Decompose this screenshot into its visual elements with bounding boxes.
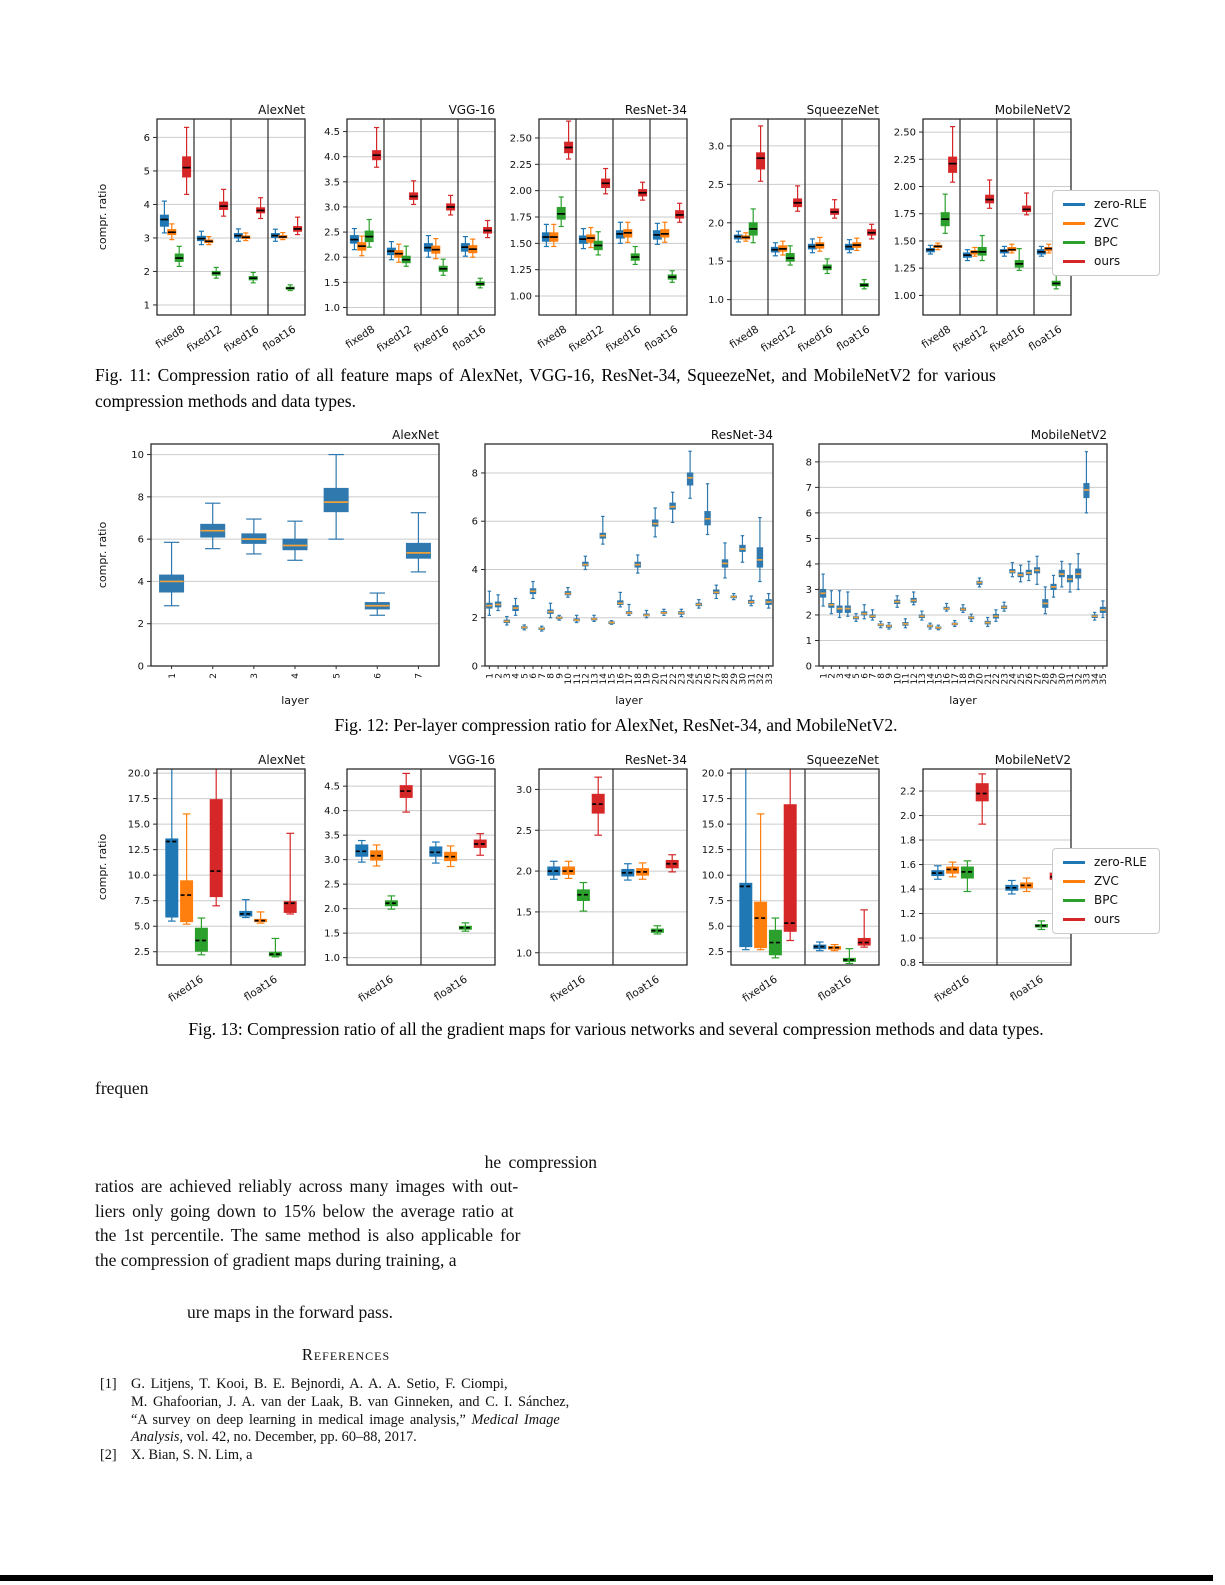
svg-text:25: 25: [695, 673, 706, 685]
svg-text:18: 18: [633, 673, 644, 685]
svg-text:fixed16: fixed16: [548, 973, 588, 1005]
svg-text:6: 6: [860, 673, 871, 679]
svg-text:10.0: 10.0: [701, 870, 724, 882]
legend-swatch-icon: [1063, 203, 1085, 206]
svg-text:2.5: 2.5: [708, 179, 724, 191]
svg-text:12.5: 12.5: [701, 845, 724, 857]
svg-text:3.0: 3.0: [708, 141, 724, 153]
svg-text:2: 2: [208, 673, 219, 679]
svg-text:17.5: 17.5: [127, 794, 150, 806]
panel-alexnet: [95, 753, 307, 1005]
panel-mobilenetv2: [883, 103, 1075, 355]
svg-text:8: 8: [137, 492, 144, 504]
legend-entry-ours: [1063, 913, 1147, 926]
svg-text:7: 7: [414, 673, 425, 679]
svg-text:1.0: 1.0: [324, 302, 340, 314]
fig11-caption: [95, 362, 1137, 414]
svg-text:2: 2: [137, 619, 144, 631]
text-fragment-forward-pass: ure maps in the forward pass.: [187, 1302, 394, 1322]
svg-text:1: 1: [805, 635, 812, 647]
body-text-column: [95, 1076, 597, 1465]
svg-text:22: 22: [668, 673, 679, 685]
svg-text:33: 33: [764, 673, 775, 685]
svg-text:3.0: 3.0: [324, 855, 340, 867]
svg-text:float16: float16: [1026, 323, 1065, 354]
legend-swatch-icon: [1063, 880, 1085, 883]
panel-vgg-16: [307, 103, 499, 355]
svg-text:32: 32: [756, 673, 767, 685]
svg-text:11: 11: [572, 673, 583, 685]
reference-line: X. Bian, S. N. Lim, a: [131, 1447, 253, 1464]
svg-text:1: 1: [143, 300, 150, 312]
fig13-legend: [1052, 848, 1160, 934]
svg-text:9: 9: [885, 673, 896, 679]
svg-text:7.5: 7.5: [708, 896, 724, 908]
svg-text:31: 31: [747, 673, 758, 685]
svg-text:19: 19: [967, 673, 978, 685]
svg-text:2.50: 2.50: [893, 127, 916, 139]
legend-swatch-icon: [1063, 241, 1085, 244]
svg-text:1.75: 1.75: [509, 212, 532, 224]
para-line: liers only going down to 15% below the average ratio at: [95, 1200, 514, 1221]
svg-text:16: 16: [942, 673, 953, 685]
legend-entry-BPC: [1063, 236, 1147, 249]
svg-text:float16: float16: [450, 323, 489, 354]
svg-text:26: 26: [1025, 673, 1036, 685]
svg-text:12: 12: [909, 673, 920, 685]
svg-text:SqueezeNet: SqueezeNet: [806, 103, 879, 117]
svg-text:2.5: 2.5: [516, 825, 532, 837]
svg-text:2.00: 2.00: [893, 182, 916, 194]
svg-text:5.0: 5.0: [708, 921, 724, 933]
svg-text:fixed8: fixed8: [727, 323, 762, 352]
svg-text:3.0: 3.0: [516, 784, 532, 796]
svg-text:29: 29: [729, 673, 740, 685]
svg-text:8: 8: [546, 673, 557, 679]
svg-text:1.0: 1.0: [516, 948, 532, 960]
svg-text:6: 6: [137, 534, 144, 546]
svg-text:fixed16: fixed16: [221, 323, 262, 355]
para-line: the compression of gradient maps during training, a: [95, 1249, 457, 1270]
svg-text:21: 21: [983, 673, 994, 685]
svg-text:1.00: 1.00: [509, 291, 532, 303]
svg-text:MobileNetV2: MobileNetV2: [1030, 428, 1107, 442]
svg-text:ResNet-34: ResNet-34: [624, 103, 687, 117]
svg-text:27: 27: [712, 673, 723, 685]
legend-entry-zero-RLE: [1063, 198, 1147, 211]
svg-text:2.5: 2.5: [324, 879, 340, 891]
legend-label: BPC: [1094, 235, 1118, 249]
svg-text:3: 3: [805, 584, 812, 596]
svg-text:2.5: 2.5: [324, 227, 340, 239]
svg-text:0: 0: [137, 661, 144, 673]
legend-label: zero-RLE: [1094, 197, 1147, 211]
svg-text:1.0: 1.0: [324, 953, 340, 965]
svg-text:1.50: 1.50: [509, 238, 532, 250]
svg-text:float16: float16: [624, 973, 662, 1004]
svg-text:4: 4: [805, 559, 812, 571]
svg-text:AlexNet: AlexNet: [392, 428, 439, 442]
svg-text:20: 20: [651, 673, 662, 685]
svg-text:1.2: 1.2: [900, 909, 916, 921]
svg-text:8: 8: [471, 468, 478, 480]
svg-text:fixed12: fixed12: [184, 323, 225, 355]
svg-text:15: 15: [607, 673, 618, 685]
fig11-caption-line1: Fig. 11: Compression ratio of all feature maps of AlexNet, VGG-16, ResNet-34, SqueezeNet, and MobileNetV2 for various: [95, 365, 996, 385]
svg-text:layer: layer: [949, 694, 977, 707]
reference-line: M. Ghafoorian, J. A. van der Laak, B. van Ginneken, and C. I. Sánchez,: [131, 1393, 570, 1410]
svg-text:17: 17: [625, 673, 636, 685]
svg-text:7: 7: [537, 673, 548, 679]
svg-text:2.25: 2.25: [893, 154, 916, 166]
legend-label: zero-RLE: [1094, 855, 1147, 869]
svg-text:fixed16: fixed16: [932, 973, 972, 1005]
svg-text:2.50: 2.50: [509, 133, 532, 145]
svg-text:8: 8: [876, 673, 887, 679]
svg-text:1.8: 1.8: [900, 835, 916, 847]
reference-line: G. Litjens, T. Kooi, B. E. Bejnordi, A. A. A. Setio, F. Ciompi,: [131, 1376, 508, 1392]
svg-text:fixed8: fixed8: [535, 323, 570, 352]
svg-text:3: 3: [143, 233, 150, 245]
svg-text:28: 28: [1041, 673, 1052, 685]
svg-text:1.6: 1.6: [900, 860, 916, 872]
panel-mobilenetv2: [883, 753, 1075, 1005]
panel-alexnet: [95, 103, 307, 355]
svg-text:fixed12: fixed12: [374, 323, 415, 355]
svg-text:10.0: 10.0: [127, 870, 150, 882]
svg-text:6: 6: [143, 132, 150, 144]
svg-text:MobileNetV2: MobileNetV2: [994, 753, 1071, 767]
svg-text:AlexNet: AlexNet: [258, 103, 305, 117]
legend-label: ours: [1094, 254, 1121, 268]
legend-label: ZVC: [1094, 216, 1119, 230]
svg-text:fixed16: fixed16: [740, 973, 780, 1005]
svg-text:4: 4: [471, 564, 478, 576]
svg-text:17: 17: [950, 673, 961, 685]
svg-text:layer: layer: [615, 694, 643, 707]
svg-text:2: 2: [471, 613, 478, 625]
svg-text:fixed12: fixed12: [758, 323, 799, 355]
svg-text:2.5: 2.5: [708, 947, 724, 959]
svg-text:2.0: 2.0: [516, 866, 532, 878]
svg-text:9: 9: [555, 673, 566, 679]
svg-text:AlexNet: AlexNet: [258, 753, 305, 767]
references-heading: References: [301, 1344, 391, 1364]
legend-entry-ZVC: [1063, 217, 1147, 230]
svg-text:2.0: 2.0: [324, 252, 340, 264]
svg-text:4.5: 4.5: [324, 127, 340, 139]
svg-text:float16: float16: [642, 323, 681, 354]
svg-text:10: 10: [131, 450, 144, 462]
svg-text:2.0: 2.0: [900, 811, 916, 823]
svg-text:3: 3: [835, 673, 846, 679]
svg-text:3.5: 3.5: [324, 830, 340, 842]
svg-text:31: 31: [1066, 673, 1077, 685]
svg-text:4: 4: [291, 673, 302, 679]
svg-text:1.5: 1.5: [708, 256, 724, 268]
fig12-caption: Fig. 12: Per-layer compression ratio for AlexNet, ResNet-34, and MobileNetV2.: [334, 715, 898, 735]
legend-swatch-icon: [1063, 918, 1085, 921]
svg-text:2: 2: [805, 610, 812, 622]
svg-text:16: 16: [616, 673, 627, 685]
svg-text:1.0: 1.0: [708, 295, 724, 307]
svg-text:2.25: 2.25: [509, 159, 532, 171]
panel-resnet-34: [499, 753, 691, 1005]
legend-entry-BPC: [1063, 894, 1147, 907]
legend-label: ours: [1094, 912, 1121, 926]
svg-text:MobileNetV2: MobileNetV2: [994, 103, 1071, 117]
svg-text:fixed8: fixed8: [919, 323, 954, 352]
svg-text:fixed16: fixed16: [166, 973, 206, 1005]
svg-text:fixed16: fixed16: [795, 323, 836, 355]
body-paragraph: [95, 1150, 597, 1273]
svg-text:2: 2: [143, 266, 150, 278]
svg-text:fixed12: fixed12: [950, 323, 991, 355]
svg-text:fixed16: fixed16: [603, 323, 644, 355]
svg-text:30: 30: [738, 673, 749, 685]
svg-text:34: 34: [1090, 673, 1101, 685]
svg-text:float16: float16: [242, 973, 280, 1004]
svg-text:fixed16: fixed16: [356, 973, 396, 1005]
svg-text:23: 23: [1000, 673, 1011, 685]
svg-text:21: 21: [660, 673, 671, 685]
svg-text:5.0: 5.0: [134, 921, 150, 933]
svg-text:24: 24: [1008, 673, 1019, 685]
svg-text:ResNet-34: ResNet-34: [710, 428, 773, 442]
svg-text:4.0: 4.0: [324, 806, 340, 818]
svg-text:5: 5: [805, 533, 812, 545]
svg-text:12.5: 12.5: [127, 845, 150, 857]
svg-text:VGG-16: VGG-16: [448, 103, 495, 117]
svg-text:fixed8: fixed8: [343, 323, 378, 352]
fig11-caption-line2: compression methods and data types.: [95, 391, 356, 411]
svg-text:24: 24: [686, 673, 697, 685]
para-line: he compression: [484, 1151, 597, 1172]
svg-text:4.5: 4.5: [324, 781, 340, 793]
svg-text:compr. ratio: compr. ratio: [96, 833, 109, 901]
panel-vgg-16: [307, 753, 499, 1005]
svg-text:7: 7: [805, 482, 812, 494]
svg-text:compr. ratio: compr. ratio: [96, 183, 109, 251]
svg-text:28: 28: [721, 673, 732, 685]
reference-number: [2]: [100, 1447, 117, 1464]
svg-text:3.0: 3.0: [324, 202, 340, 214]
svg-text:17.5: 17.5: [701, 794, 724, 806]
svg-text:13: 13: [590, 673, 601, 685]
svg-text:35: 35: [1099, 673, 1110, 685]
reference-line: “A survey on deep learning in medical image analysis,” Medical Image: [131, 1411, 560, 1428]
svg-text:layer: layer: [281, 694, 309, 707]
figure-12-per-layer-compression: [95, 428, 1135, 710]
svg-text:13: 13: [918, 673, 929, 685]
svg-text:26: 26: [703, 673, 714, 685]
svg-text:7: 7: [868, 673, 879, 679]
fig11-legend: [1052, 190, 1160, 276]
para-line: ratios are achieved reliably across many images with out-: [95, 1176, 519, 1196]
reference-line: Analysis, vol. 42, no. December, pp. 60–88, 2017.: [131, 1429, 417, 1446]
svg-text:1: 1: [485, 673, 496, 679]
svg-text:1.5: 1.5: [324, 277, 340, 289]
fig13-caption: Fig. 13: Compression ratio of all the gradient maps for various networks and several compression methods and data types.: [188, 1019, 1044, 1039]
svg-text:7.5: 7.5: [134, 896, 150, 908]
svg-text:14: 14: [599, 673, 610, 685]
svg-text:32: 32: [1074, 673, 1085, 685]
legend-entry-ZVC: [1063, 875, 1147, 888]
svg-text:fixed12: fixed12: [566, 323, 607, 355]
svg-text:12: 12: [581, 673, 592, 685]
svg-text:fixed16: fixed16: [987, 323, 1028, 355]
svg-text:float16: float16: [1008, 973, 1046, 1004]
svg-text:2.00: 2.00: [509, 186, 532, 198]
svg-text:5: 5: [332, 673, 343, 679]
svg-text:10: 10: [564, 673, 575, 685]
svg-text:33: 33: [1082, 673, 1093, 685]
panel-resnet-34: [499, 103, 691, 355]
svg-text:1.5: 1.5: [516, 907, 532, 919]
svg-text:float16: float16: [834, 323, 873, 354]
legend-swatch-icon: [1063, 899, 1085, 902]
svg-text:15.0: 15.0: [127, 819, 150, 831]
svg-text:fixed16: fixed16: [411, 323, 452, 355]
reference-number: [1]: [100, 1376, 117, 1392]
reference-item: [95, 1376, 597, 1447]
svg-text:1.25: 1.25: [893, 263, 916, 275]
svg-text:15: 15: [934, 673, 945, 685]
svg-text:10: 10: [893, 673, 904, 685]
svg-text:5: 5: [520, 673, 531, 679]
svg-text:1.50: 1.50: [893, 236, 916, 248]
svg-text:1: 1: [819, 673, 830, 679]
svg-text:11: 11: [901, 673, 912, 685]
svg-text:float16: float16: [816, 973, 854, 1004]
legend-entry-ours: [1063, 255, 1147, 268]
svg-text:0: 0: [471, 661, 478, 673]
svg-text:VGG-16: VGG-16: [448, 753, 495, 767]
legend-swatch-icon: [1063, 222, 1085, 225]
panel-squeezenet: [691, 103, 883, 355]
svg-text:2.5: 2.5: [134, 947, 150, 959]
svg-text:29: 29: [1049, 673, 1060, 685]
svg-text:1: 1: [167, 673, 178, 679]
svg-text:6: 6: [471, 516, 478, 528]
svg-text:27: 27: [1033, 673, 1044, 685]
legend-label: BPC: [1094, 893, 1118, 907]
svg-text:4: 4: [137, 576, 144, 588]
legend-entry-zero-RLE: [1063, 856, 1147, 869]
panel-alexnet: [95, 428, 443, 710]
svg-text:2.2: 2.2: [900, 786, 916, 798]
svg-text:6: 6: [373, 673, 384, 679]
legend-swatch-icon: [1063, 260, 1085, 263]
svg-text:4: 4: [511, 673, 522, 679]
svg-text:4.0: 4.0: [324, 152, 340, 164]
svg-text:float16: float16: [432, 973, 470, 1004]
svg-text:3: 3: [503, 673, 514, 679]
reference-item: [95, 1447, 597, 1465]
svg-text:SqueezeNet: SqueezeNet: [806, 753, 879, 767]
svg-text:1.0: 1.0: [900, 933, 916, 945]
svg-text:3: 3: [250, 673, 261, 679]
svg-text:2: 2: [827, 673, 838, 679]
svg-text:15.0: 15.0: [701, 819, 724, 831]
svg-text:19: 19: [642, 673, 653, 685]
svg-text:20: 20: [975, 673, 986, 685]
svg-text:1.4: 1.4: [900, 884, 916, 896]
references-list: [95, 1376, 597, 1465]
svg-text:14: 14: [926, 673, 937, 685]
svg-text:0.8: 0.8: [900, 958, 916, 970]
svg-text:5: 5: [852, 673, 863, 679]
svg-text:2.0: 2.0: [708, 218, 724, 230]
svg-text:0: 0: [805, 661, 812, 673]
svg-text:2: 2: [494, 673, 505, 679]
svg-text:25: 25: [1016, 673, 1027, 685]
svg-text:3.5: 3.5: [324, 177, 340, 189]
panel-resnet-34: [455, 428, 777, 710]
svg-text:ResNet-34: ResNet-34: [624, 753, 687, 767]
svg-text:4: 4: [844, 673, 854, 679]
svg-text:2.0: 2.0: [324, 904, 340, 916]
panel-mobilenetv2: [789, 428, 1111, 710]
svg-text:1.75: 1.75: [893, 209, 916, 221]
svg-text:18: 18: [959, 673, 970, 685]
text-fragment-frequen: frequen: [95, 1078, 149, 1098]
panel-squeezenet: [691, 753, 883, 1005]
svg-text:6: 6: [805, 508, 812, 520]
svg-text:compr. ratio: compr. ratio: [96, 521, 109, 589]
svg-text:1.25: 1.25: [509, 265, 532, 277]
svg-text:1.5: 1.5: [324, 928, 340, 940]
svg-text:5: 5: [143, 166, 150, 178]
svg-text:1.00: 1.00: [893, 290, 916, 302]
page-edge-bar: [0, 1575, 1213, 1581]
svg-text:8: 8: [805, 457, 812, 469]
svg-text:6: 6: [529, 673, 540, 679]
svg-text:23: 23: [677, 673, 688, 685]
legend-label: ZVC: [1094, 874, 1119, 888]
para-line: the 1st percentile. The same method is also applicable for: [95, 1225, 521, 1245]
svg-text:20.0: 20.0: [127, 768, 150, 780]
svg-text:fixed8: fixed8: [153, 323, 188, 352]
svg-text:20.0: 20.0: [701, 768, 724, 780]
svg-text:4: 4: [143, 199, 150, 211]
svg-text:30: 30: [1057, 673, 1068, 685]
svg-text:float16: float16: [260, 323, 299, 354]
svg-text:22: 22: [992, 673, 1003, 685]
legend-swatch-icon: [1063, 861, 1085, 864]
